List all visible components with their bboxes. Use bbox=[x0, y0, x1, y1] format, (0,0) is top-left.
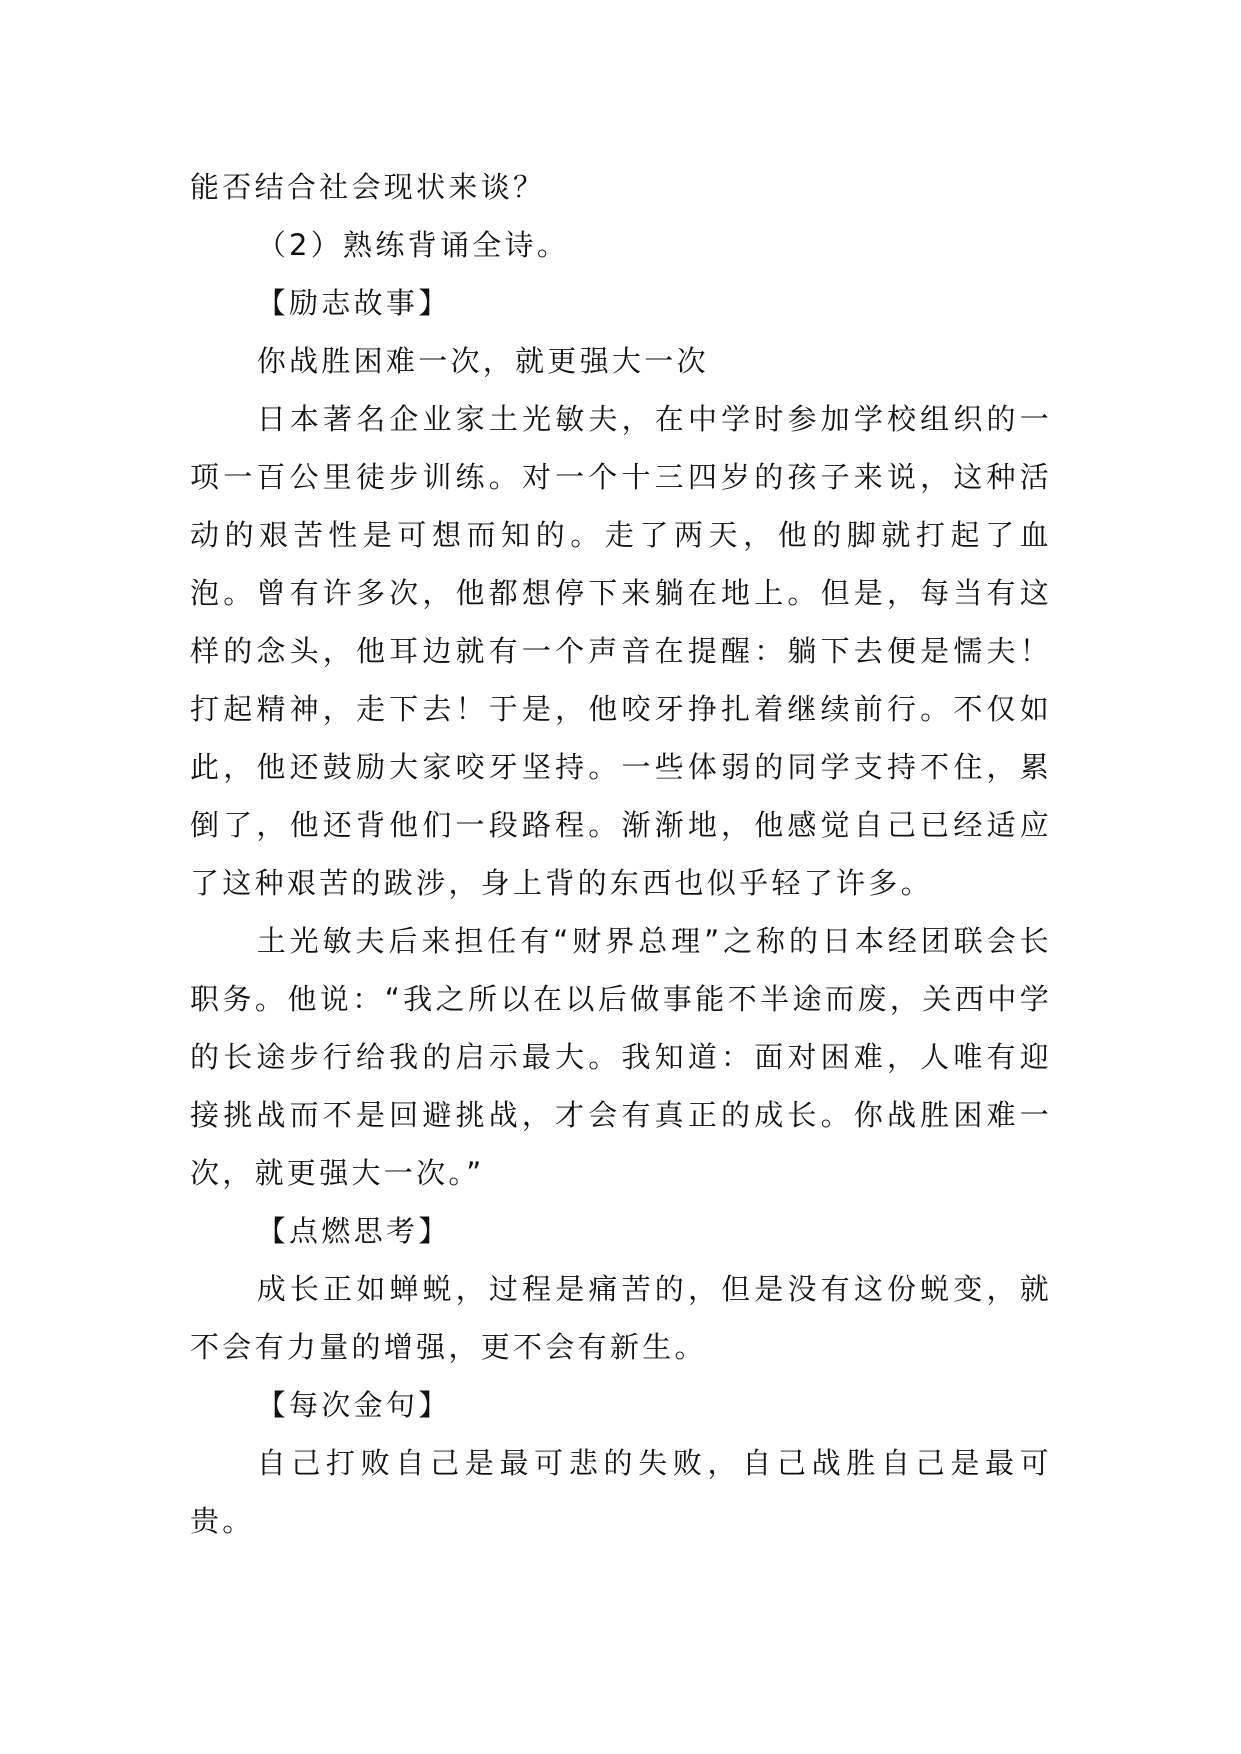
document-body bbox=[190, 158, 1052, 1550]
story-paragraph-1: 日本著名企业家土光敏夫，在中学时参加学校组织的一项一百公里徒步训练。对一个十三四岁的孩子来说，这种活动的艰苦性是可想而知的。走了两天，他的脚就打起了血泡。曾有许多次，他都想停下来躺在地上。但是，每当有这样的念头，他耳边就有一个声音在提醒：躺下去便是懦夫！打起精神，走下去！于是，他咬牙挣扎着继续前行。不仅如此，他还鼓励大家咬牙坚持。一些体弱的同学支持不住，累倒了，他还背他们一段路程。渐渐地，他感觉自己已经适应了这种艰苦的跋涉，身上背的东西也似乎轻了许多。 bbox=[190, 402, 1052, 900]
section-heading-reflection: 【点燃思考】 bbox=[256, 1214, 451, 1248]
story-title: 你战胜困难一次，就更强大一次 bbox=[256, 344, 709, 378]
golden-quote-paragraph: 自己打败自己是最可悲的失败，自己战胜自己是最可贵。 bbox=[190, 1446, 1052, 1538]
reflection-paragraph: 成长正如蝉蜕，过程是痛苦的，但是没有这份蜕变，就不会有力量的增强，更不会有新生。 bbox=[190, 1272, 1052, 1364]
story-paragraph-2: 土光敏夫后来担任有“财界总理”之称的日本经团联会长职务。他说：“我之所以在以后做事能不半途而废，关西中学的长途步行给我的启示最大。我知道：面对困难，人唯有迎接挑战而不是回避挑战，才会有真正的成长。你战胜困难一次，就更强大一次。” bbox=[190, 924, 1052, 1190]
task-item-recite: （2）熟练背诵全诗。 bbox=[256, 228, 570, 262]
section-heading-inspiring-story: 【励志故事】 bbox=[256, 286, 451, 320]
section-heading-golden-quote: 【每次金句】 bbox=[256, 1388, 451, 1422]
question-continuation: 能否结合社会现状来谈？ bbox=[190, 170, 546, 204]
